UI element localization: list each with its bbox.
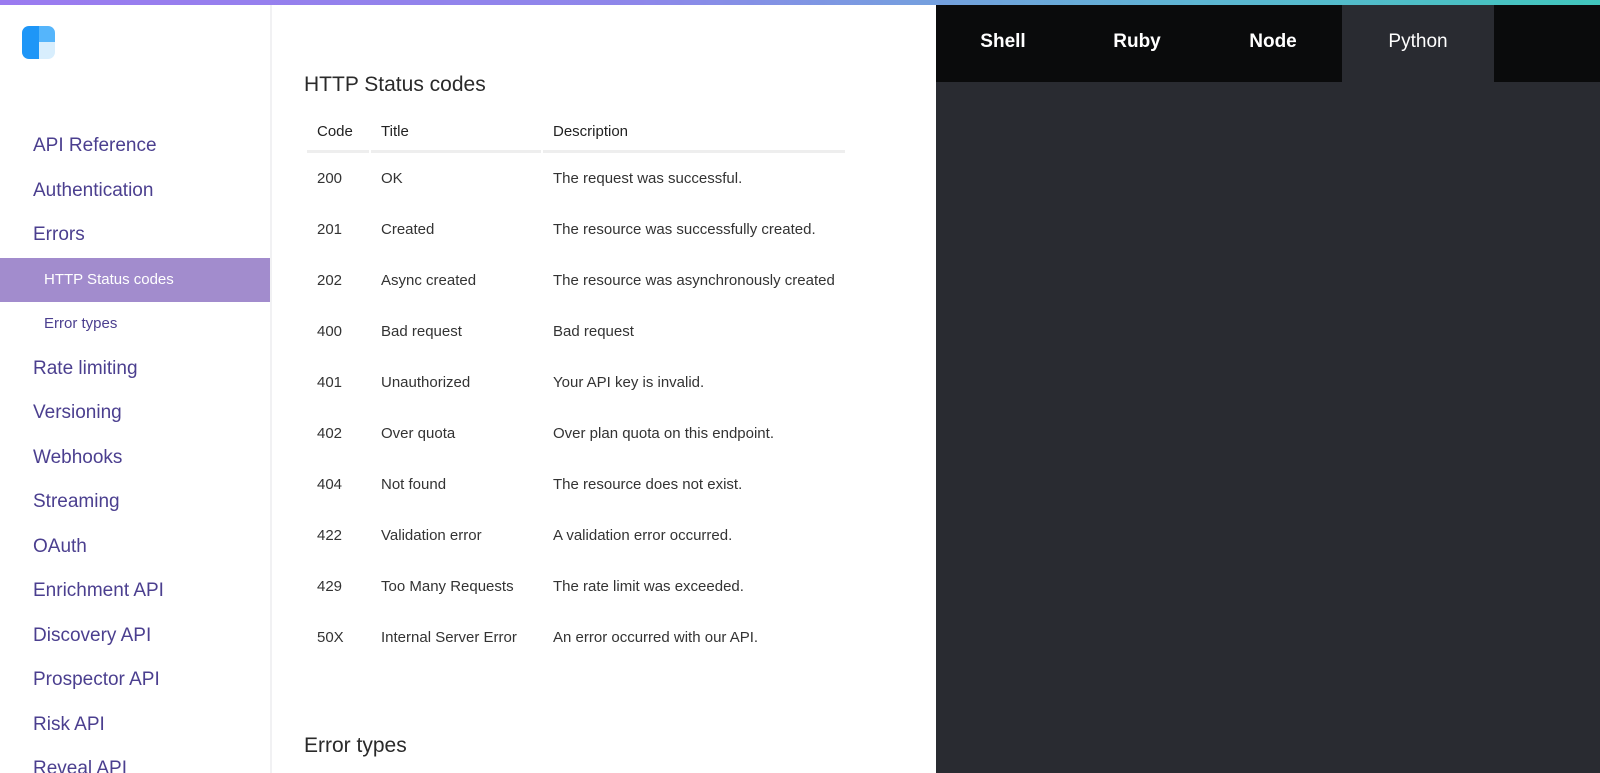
table-row — [307, 510, 845, 561]
cell-code: 402 — [317, 425, 343, 442]
cell-description: Bad request — [553, 323, 634, 340]
table-row — [307, 561, 845, 612]
cell-title: Internal Server Error — [381, 629, 517, 646]
sidebar-item-errors[interactable]: Errors — [33, 224, 85, 245]
cell-description: The rate limit was exceeded. — [553, 578, 744, 595]
column-header-code: Code — [307, 113, 369, 153]
cell-code: 50X — [317, 629, 344, 646]
logo-segment — [22, 26, 39, 59]
table-row — [307, 306, 845, 357]
cell-title: Unauthorized — [381, 374, 471, 391]
cell-description: Your API key is invalid. — [553, 374, 705, 391]
cell-title: Created — [381, 221, 435, 238]
cell-title: Validation error — [381, 527, 482, 544]
sidebar-nav — [0, 124, 270, 773]
table-header-row — [307, 113, 845, 153]
language-tabs — [936, 5, 1600, 82]
column-header-description: Description — [543, 113, 845, 153]
cell-title: Bad request — [381, 323, 462, 340]
cell-code: 429 — [317, 578, 343, 595]
cell-title: Too Many Requests — [381, 578, 514, 595]
table-row — [307, 408, 845, 459]
sidebar-item-webhooks[interactable]: Webhooks — [33, 446, 123, 468]
sidebar-item-reveal-api[interactable]: Reveal API — [33, 758, 127, 773]
sidebar-item-enrichment-api[interactable]: Enrichment API — [33, 580, 164, 601]
main-content — [274, 5, 936, 773]
sidebar-item-rate-limiting[interactable]: Rate limiting — [33, 357, 138, 379]
cell-code: 404 — [317, 476, 343, 493]
table-row — [307, 153, 845, 204]
sidebar-item-versioning[interactable]: Versioning — [33, 402, 122, 423]
sidebar — [0, 5, 272, 773]
tab-shell[interactable]: Shell — [980, 31, 1026, 52]
top-gradient-bar — [0, 0, 1600, 5]
cell-title: Async created — [381, 272, 477, 289]
cell-code: 202 — [317, 272, 343, 289]
cell-title: Not found — [381, 476, 447, 493]
tab-node[interactable]: Node — [1249, 31, 1297, 52]
sidebar-item-authentication[interactable]: Authentication — [33, 179, 154, 201]
cell-code: 422 — [317, 527, 343, 544]
logo-icon[interactable] — [22, 26, 55, 59]
cell-title: OK — [381, 170, 403, 187]
table-row — [307, 612, 845, 663]
cell-title: Over quota — [381, 425, 456, 442]
sidebar-item-api-reference[interactable]: API Reference — [33, 135, 157, 156]
table-row — [307, 357, 845, 408]
cell-description: The resource was asynchronously created — [553, 272, 835, 289]
sidebar-item-http-status-codes[interactable]: HTTP Status codes — [0, 258, 270, 303]
cell-description: The resource does not exist. — [553, 476, 743, 493]
cell-code: 200 — [317, 170, 343, 187]
sidebar-item-streaming[interactable]: Streaming — [33, 491, 120, 512]
error-types-title: Error types — [304, 734, 407, 757]
section-title: HTTP Status codes — [304, 73, 486, 96]
sidebar-item-error-types[interactable]: Error types — [44, 315, 118, 332]
sidebar-item-discovery-api[interactable]: Discovery API — [33, 624, 152, 646]
sidebar-item-oauth[interactable]: OAuth — [33, 535, 87, 557]
cell-code: 401 — [317, 374, 343, 391]
cell-code: 400 — [317, 323, 343, 340]
status-codes-table — [305, 113, 847, 663]
column-header-title: Title — [371, 113, 541, 153]
sidebar-item-prospector-api[interactable]: Prospector API — [33, 669, 160, 690]
tab-python[interactable]: Python — [1342, 5, 1494, 82]
cell-description: An error occurred with our API. — [553, 629, 759, 646]
table-row — [307, 204, 845, 255]
table-row — [307, 459, 845, 510]
code-panel — [936, 5, 1600, 773]
cell-code: 201 — [317, 221, 343, 238]
cell-description: A validation error occurred. — [553, 527, 733, 544]
tab-ruby[interactable]: Ruby — [1113, 31, 1161, 52]
cell-description: The resource was successfully created. — [553, 221, 816, 238]
sidebar-item-risk-api[interactable]: Risk API — [33, 713, 105, 735]
logo-segment — [39, 42, 55, 59]
cell-description: The request was successful. — [553, 170, 743, 187]
table-row — [307, 255, 845, 306]
cell-description: Over plan quota on this endpoint. — [553, 425, 774, 442]
logo-segment — [39, 26, 55, 42]
